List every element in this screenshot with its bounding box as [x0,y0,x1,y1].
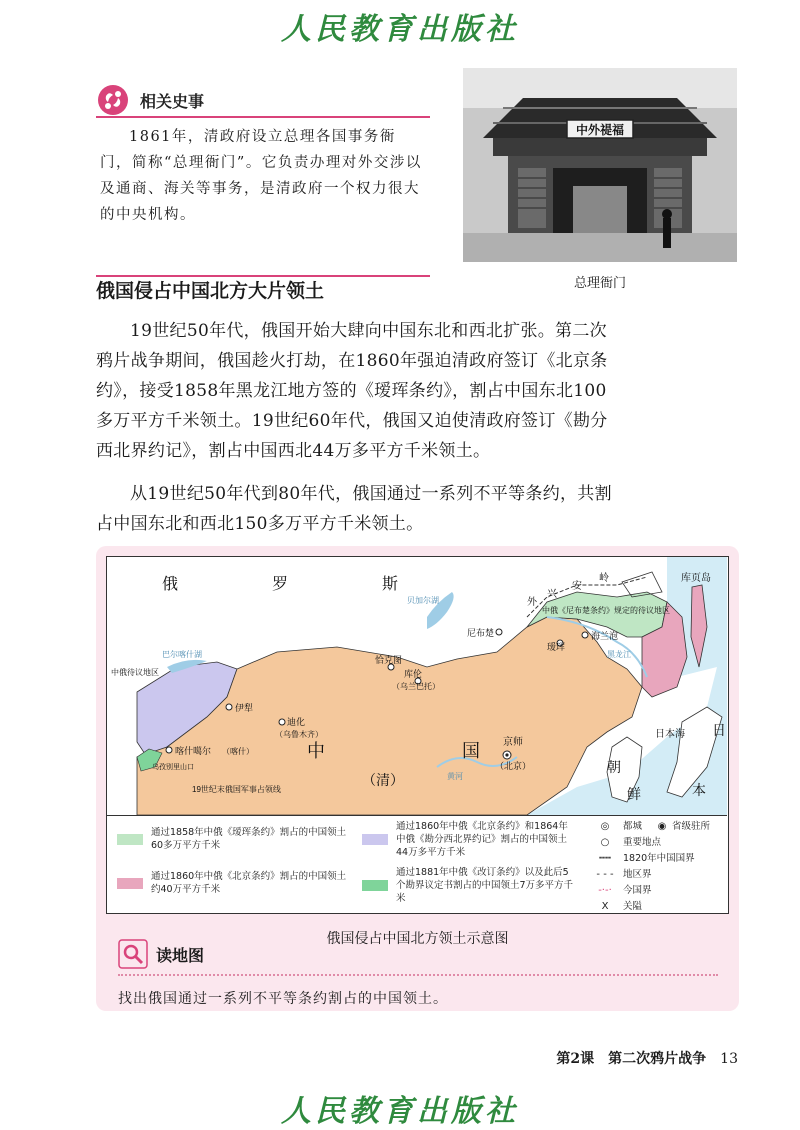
publisher-logo-top: 人民教育出版社 [281,12,519,47]
map-label-baikal: 贝加尔湖 [407,596,439,605]
map-label-huanghe: 黄河 [447,772,463,781]
map-label-frontline: 19世纪末俄国军事占领线 [192,785,281,794]
map-label-dihua: 迪化 [287,717,306,727]
map-label-e: 俄 [162,576,179,593]
read-map-text: 找出俄国通过一系列不平等条约割占的中国领土。 [118,991,448,1007]
legend-symbol-1820-border-mark: ┅┅ [598,853,612,864]
legend-symbol-province [652,820,710,833]
map-label-pending-area: 中俄待议地区 [111,668,159,677]
legend-symbol-province-mark: ◉ [657,821,667,832]
legend-symbol-place-text: 重要地点 [623,837,662,848]
map-frame [106,556,729,914]
map-label-wuzi-pass: 乌孜别里山口 [152,764,194,771]
legend-symbol-current-border-mark: -·-· [598,885,612,896]
map-label-nerchinsk-treaty: 中俄《尼布楚条约》规定的待议地区 [542,606,670,615]
legend-item-aigun [117,826,347,852]
map-label-aihui: 瑷珲 [547,642,566,652]
legend-symbol-place-mark: ○ [600,837,610,848]
legend-symbol-province-text: 省级驻所 [672,821,711,832]
map-label-yili: 伊犁 [235,703,254,713]
related-history-icon [96,83,130,117]
map-label-xian: 鲜 [627,786,641,802]
read-map-divider [118,974,718,976]
body-paragraph-2: 从19世纪50年代到80年代，俄国通过一系列不平等条约，共割占中国东北和西北150多万平方千米领土。 [96,484,612,534]
map-label-an: 安 [572,581,582,592]
map-label-kuye: 库页岛 [681,573,711,584]
map-label-luo: 罗 [272,576,289,593]
legend-symbol-capital-text: 都城 [623,821,643,832]
map-label-ling: 岭 [599,573,609,584]
read-map-header [118,939,204,969]
legend-symbol-region-border [587,868,652,881]
map-label-balkhash: 巴尔喀什湖 [162,650,202,659]
section-title: 俄国侵占中国北方大片领土 [96,280,325,302]
map-label-kulun-sub: （乌兰巴托） [392,682,440,691]
legend-symbol-capital [587,820,642,833]
read-map-title: 读地图 [156,945,205,965]
page-number: 13 [720,1051,738,1067]
map-label-haishenwai: 海兰泡 [591,631,619,641]
legend-symbol-pass [587,900,642,913]
legend-swatch-aigun [117,834,143,845]
legend-symbol-region-border-mark: - - - [596,869,614,880]
legend-symbol-pass-mark: X [601,901,609,912]
map-label-chao: 朝 [607,759,621,775]
legend-swatch-1881 [362,880,388,891]
photo-plaque-text: 中外禔福 [575,123,625,137]
map-label-jingshi: 京师 [503,737,523,748]
legend-symbol-1820-border [587,852,695,865]
legend-item-beijing [117,870,347,896]
magnifier-icon [118,939,148,969]
legend-symbol-capital-mark: ◎ [600,821,610,832]
map-label-zhong: 中 [307,741,325,761]
map-label-ri: 日 [712,722,726,738]
legend-text-aigun: 通过1858年中俄《瑷珲条约》割占的中国领土60多万平方千米 [151,827,347,851]
legend-symbol-current-border-text: 今国界 [623,885,652,896]
map-label-nibuchu: 尼布楚 [467,628,495,638]
legend-item-1881 [362,866,577,905]
legend-symbol-pass-text: 关隘 [623,901,643,912]
map-label-si: 斯 [382,576,399,593]
map-caption: 俄国侵占中国北方领土示意图 [326,931,509,947]
legend-text-1881: 通过1881年中俄《改订条约》以及此后5个勘界议定书割占的中国领土7万多平方千米 [396,867,574,904]
related-history-text: 1861年，清政府设立总理各国事务衙门，简称“总理衙门”。它负责办理对外交涉以及通商、海关等事务，是清政府一个权力很大的中央机构。 [100,129,422,223]
legend-item-northwest [362,820,577,859]
map-label-heilongjiang: 黑龙江 [607,650,631,659]
related-history-title: 相关史事 [140,91,205,111]
footer-lesson-title: 第2课 第二次鸦片战争 [556,1051,707,1067]
map-label-dihua-sub: （乌鲁木齐） [275,730,323,739]
map-label-kashgar: 喀什噶尔 [175,746,212,756]
map-panel [96,546,739,1011]
map-label-xing: 兴 [547,589,557,600]
map-label-ben: 本 [692,782,706,798]
related-history-header [96,84,430,118]
map-label-qing: （清） [362,772,404,788]
map-label-kashgar-sub: （喀什） [222,747,254,756]
map-label-qiakatu: 恰克图 [375,655,403,665]
map-legend [107,815,727,913]
body-paragraph-1: 19世纪50年代，俄国开始大肆向中国东北和西北扩张。第二次鸦片战争期间，俄国趁火打劫，在1860年强迫清政府签订《北京条约》，接受1858年黑龙江地方签的《瑷珲条约》，割占中国东北100多万平方千米领土。19世纪60年代，俄国又迫使清政府签订《勘分西北界约记》，割占中国西北44万多平方千米领土。 [96,321,608,461]
map-label-jingshi-sub: （北京） [495,761,532,771]
page-footer [556,1048,738,1068]
legend-symbol-1820-border-text: 1820年中国国界 [623,853,695,864]
publisher-logo-bottom: 人民教育出版社 [281,1094,519,1129]
legend-text-beijing: 通过1860年中俄《北京条约》割占的中国领土约40万平方千米 [151,871,347,895]
legend-symbol-current-border [587,884,652,897]
legend-symbol-place [587,836,661,849]
legend-text-northwest: 通过1860年中俄《北京条约》和1864年中俄《勘分西北界约记》割占的中国领土44万多平方千米 [396,821,568,858]
legend-swatch-beijing [117,878,143,889]
map-illustration [107,557,727,815]
legend-swatch-northwest [362,834,388,845]
related-history-box [96,84,430,277]
legend-symbol-region-border-text: 地区界 [623,869,652,880]
map-label-guo: 国 [462,741,480,761]
map-label-kulun: 库伦 [404,669,423,679]
zongli-yamen-photo [463,68,737,262]
map-label-riben-hai: 日本海 [655,729,685,740]
photo-caption: 总理衙门 [573,276,626,291]
map-label-waixing: 外 [527,597,537,608]
